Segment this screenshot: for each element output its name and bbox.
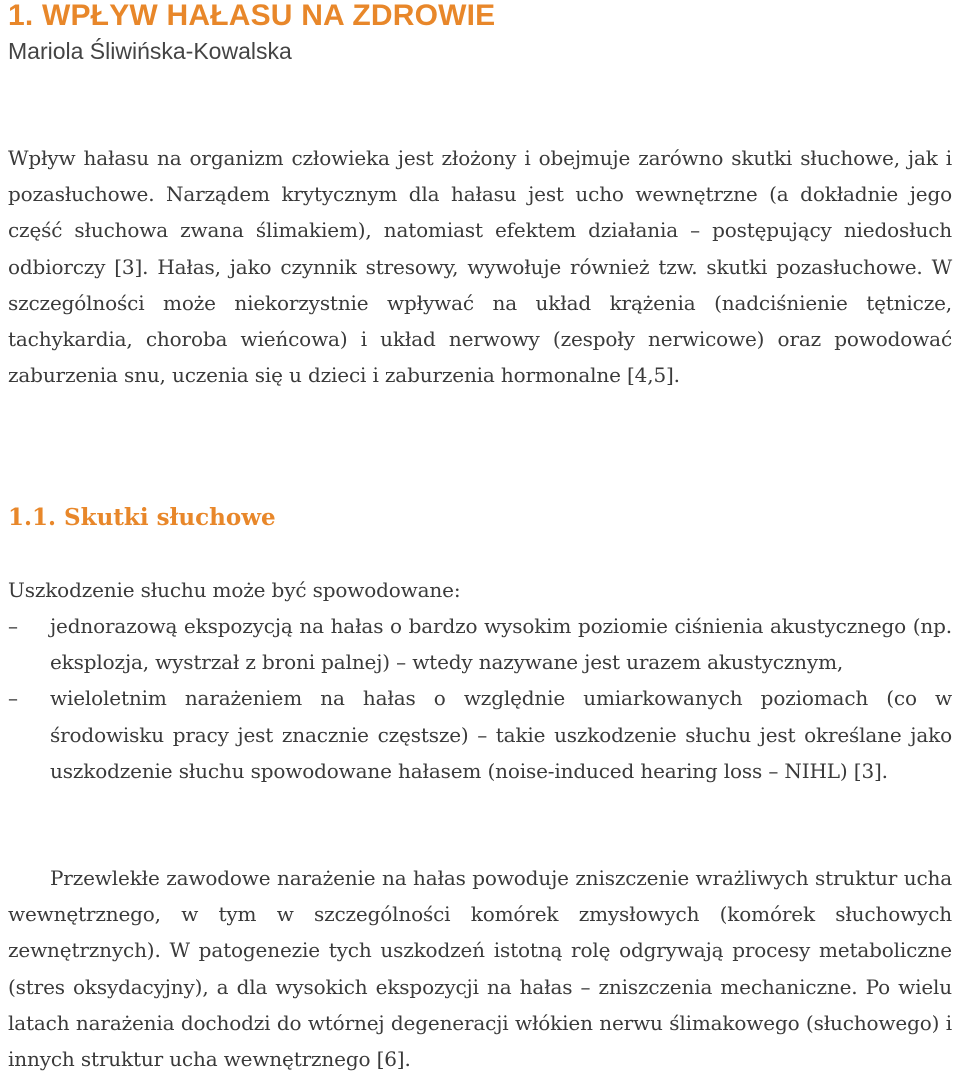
final-paragraph: Przewlekłe zawodowe narażenie na hałas powoduje zniszczenie wrażliwych struktur ucha wewnętrznego, w tym w szczególności komórek zmysłowych (komórek słuchowych zewnętrznych). W patogenezie tych uszkodzeń istotną rolę odgrywają procesy metaboliczne (stres oksydacyjny), a dla wysokich ekspozycji na hałas – zniszczenia mechaniczne. Po wielu latach narażenia dochodzi do wtórnej degeneracji włókien nerwu ślimakowego (słuchowego) i innych struktur ucha wewnętrznego [6]. [8, 866, 952, 1072]
dash-list [8, 608, 952, 789]
dash-marker: – [8, 686, 18, 711]
dash-marker: – [8, 614, 18, 638]
document-page [8, 0, 952, 1072]
list-item [8, 608, 952, 680]
list-item-text: wieloletnim narażeniem na hałas o względnie umiarkowanych poziomach (co w środowisku pracy jest znacznie częstsze) – takie uszkodzenie słuchu jest określane jako uszkodzenie słuchu spowodowane hałasem (noise-induced hearing loss – NIHL) [3]. [50, 686, 952, 783]
list-item [8, 680, 952, 789]
section-lead: Uszkodzenie słuchu może być spowodowane: [8, 578, 461, 602]
author-name: Mariola Śliwińska-Kowalska [8, 38, 292, 64]
list-item-text: jednorazową ekspozycją na hałas o bardzo wysokim poziomie ciśnienia akustycznego (np. eksplozja, wystrzał z broni palnej) – wtedy nazywane jest urazem akustycznym, [50, 614, 952, 675]
chapter-title: 1. WPŁYW HAŁASU NA ZDROWIE [8, 0, 496, 32]
section-title: 1.1. Skutki słuchowe [8, 504, 276, 531]
intro-paragraph: Wpływ hałasu na organizm człowieka jest złożony i obejmuje zarówno skutki słuchowe, jak i pozasłuchowe. Narządem krytycznym dla hałasu jest ucho wewnętrzne (a dokładnie jego część słuchowa zwana ślimakiem), natomiast efektem działania – postępujący niedosłuch odbiorczy [3]. Hałas, jako czynnik stresowy, wywołuje również tzw. skutki pozasłuchowe. W szczególności może niekorzystnie wpływać na układ krążenia (nadciśnienie tętnicze, tachykardia, choroba wieńcowa) i układ nerwowy (zespoły nerwicowe) oraz powodować zaburzenia snu, uczenia się u dzieci i zaburzenia hormonalne [4,5]. [8, 146, 952, 388]
